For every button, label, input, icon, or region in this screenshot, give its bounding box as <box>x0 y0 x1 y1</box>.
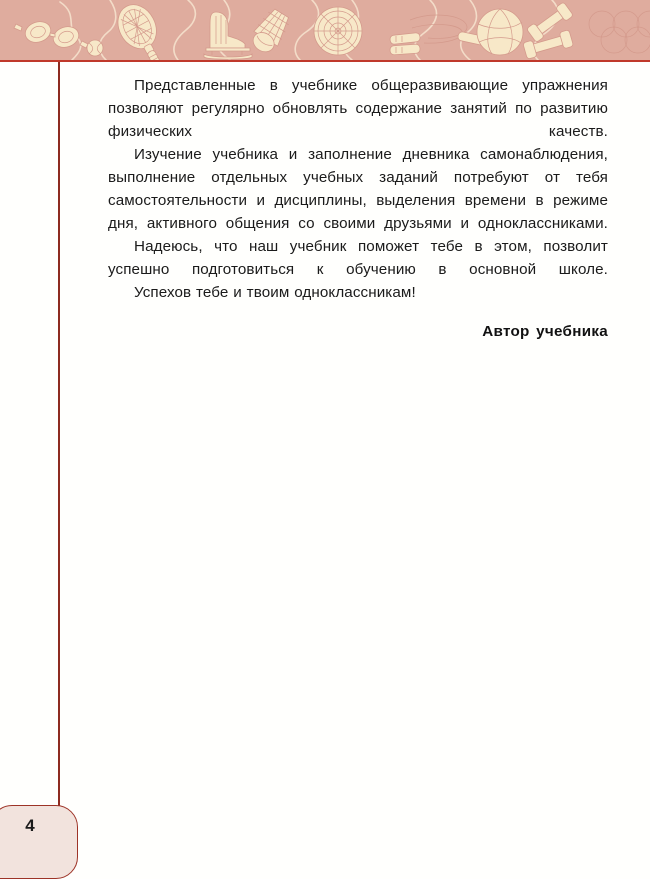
ribbon-line <box>174 0 196 60</box>
header-ornament-svg <box>0 0 650 60</box>
page-number: 4 <box>25 816 35 835</box>
paragraph: Успехов тебе и твоим одноклассникам! <box>134 284 416 301</box>
swimming-goggles-icon <box>14 18 88 50</box>
vertical-margin-rule <box>58 62 60 807</box>
body-text-column <box>108 74 608 343</box>
tennis-ball-icon <box>87 40 103 56</box>
paragraph: Изучение учебника и заполнение дневника самонаблюдения, выполнение отдельных учебных заданий потребуют от тебя самостоятельности и дисциплины, выделения времени в режиме дня, активного общения со своими друзьями и одноклассниками. <box>108 146 608 232</box>
jump-rope-icon <box>390 15 487 55</box>
archery-target-icon <box>314 7 362 55</box>
paragraph: Надеюсь, что наш учебник поможет тебе в этом, позволит успешно подготовиться к обучению в основной школе. <box>108 238 608 278</box>
olympic-rings-icon <box>589 11 650 53</box>
decorative-header-band <box>0 0 650 60</box>
ice-skate-icon <box>204 12 252 59</box>
badminton-shuttlecock-icon <box>247 6 294 57</box>
page-number-tab <box>0 805 78 879</box>
ribbon-line <box>461 0 477 60</box>
paragraph: Представленные в учебнике общеразвивающие упражнения позволяют регулярно обновлять содержание занятий по развитию физических качеств. <box>108 77 608 140</box>
header-bottom-rule <box>0 60 650 62</box>
author-signature: Автор учебника <box>482 323 608 340</box>
volleyball-icon <box>477 9 523 55</box>
tennis-racket-icon <box>110 0 173 60</box>
